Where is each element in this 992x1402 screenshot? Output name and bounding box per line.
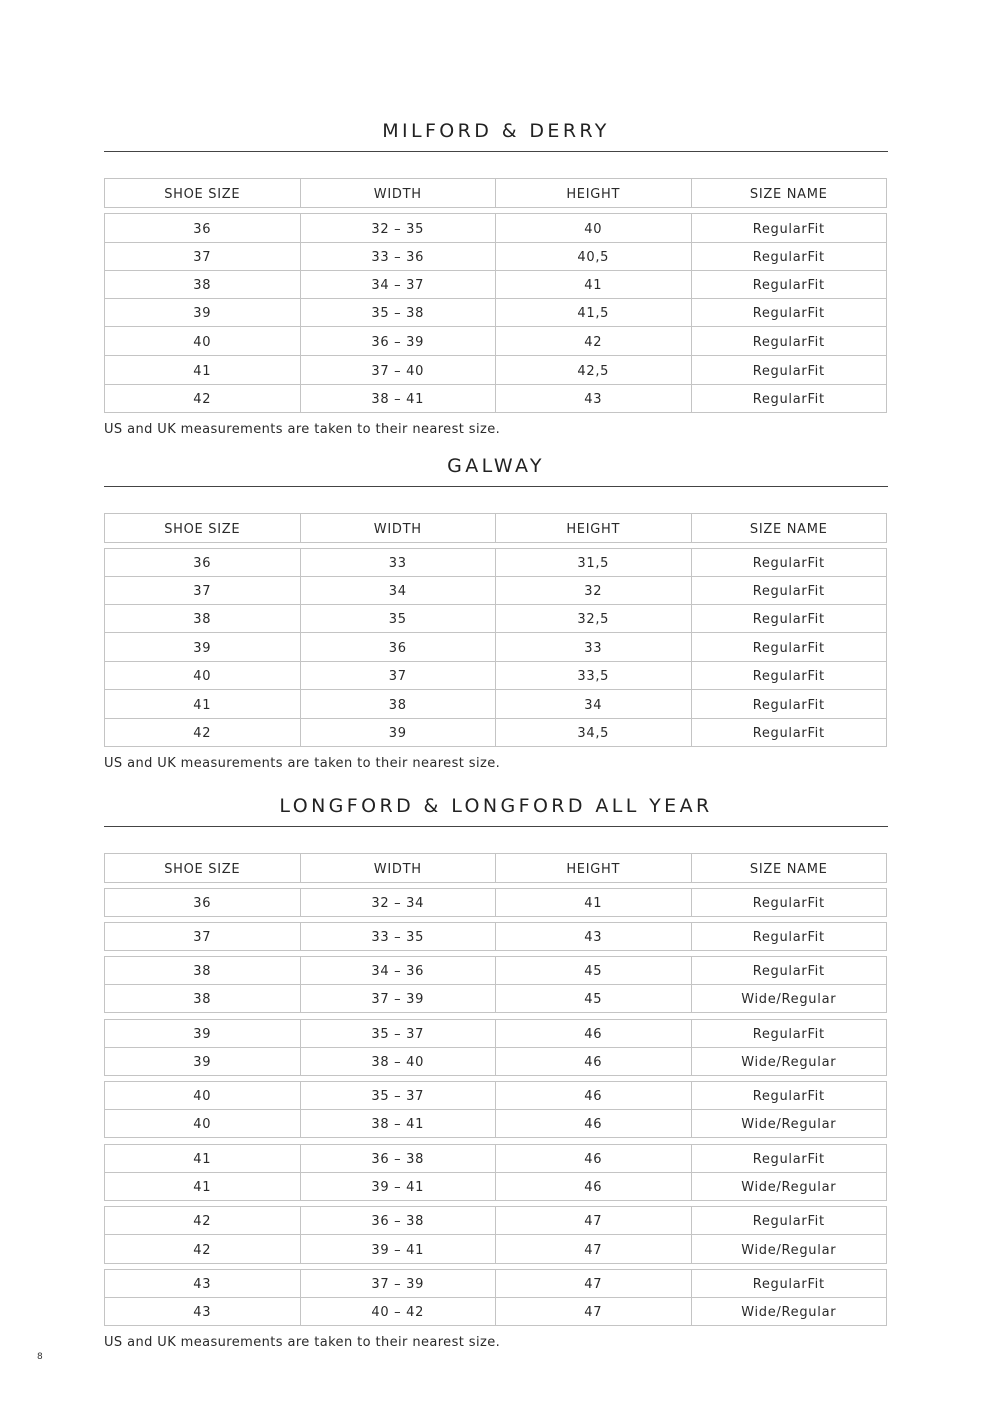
table-row [104,213,887,243]
title-rule [104,151,888,152]
cell-width: 33 [301,549,497,576]
cell-height: 40 [496,214,692,242]
cell-width: 37 – 39 [301,985,497,1012]
cell-size-name: RegularFit [752,334,825,350]
cell-width: 36 – 38 [301,1145,497,1172]
cell-size-name: RegularFit [752,612,825,627]
cell-width: 36 – 38 [301,1207,497,1234]
cell-height: 33 [496,633,692,661]
cell-height: 43 [496,385,692,412]
cell-height: 47 [496,1235,692,1263]
cell-height: 42 [496,327,692,355]
cell-shoe-size: 38 [105,271,301,298]
header-shoe-size: SHOE SIZE [105,179,301,207]
table-row [104,956,887,985]
table-row [104,1019,887,1048]
cell-shoe-size: 43 [105,1298,301,1325]
cell-shoe-size: 38 [105,957,301,984]
table-row [104,1173,887,1201]
cell-shoe-size: 40 [105,1110,301,1137]
table-row [104,1298,887,1326]
cell-height: 46 [496,1145,692,1172]
cell-width: 36 [301,633,497,661]
cell-size-name: RegularFit [752,930,825,945]
cell-size-name: RegularFit [752,669,825,684]
cell-size-name: Wide/Regular [741,1305,837,1320]
cell-height: 41 [496,271,692,298]
cell-height: 46 [496,1173,692,1200]
cell-height: 46 [496,1020,692,1047]
cell-shoe-size: 40 [105,662,301,689]
table-row [104,385,887,413]
cell-size-name: RegularFit [752,584,825,599]
cell-size-name: RegularFit [752,964,825,979]
cell-shoe-size: 38 [105,605,301,632]
cell-height: 46 [496,1082,692,1109]
section-title-milford-derry: MILFORD & DERRY [382,120,610,142]
header-shoe-size: SHOE SIZE [105,514,301,542]
cell-width: 34 – 37 [301,271,497,298]
cell-width: 37 [301,662,497,689]
table-header [104,513,887,543]
cell-height: 46 [496,1048,692,1075]
cell-width: 33 – 35 [301,923,497,950]
table-row [104,1048,887,1076]
title-rule [104,486,888,487]
table-row [104,1235,887,1264]
table-row [104,327,887,356]
measurement-note: US and UK measurements are taken to their nearest size. [104,756,501,771]
table-row [104,1269,887,1298]
table-row [104,922,887,951]
cell-shoe-size: 36 [105,549,301,576]
table-row [104,719,887,747]
header-height: HEIGHT [496,514,692,542]
cell-shoe-size: 41 [105,356,301,384]
page-number: 8 [37,1352,43,1362]
section-title-longford: LONGFORD & LONGFORD ALL YEAR [279,795,713,817]
cell-height: 32 [496,577,692,604]
cell-height: 43 [496,923,692,950]
table-row [104,548,887,577]
cell-size-name: RegularFit [752,726,825,741]
table-row [104,662,887,690]
cell-shoe-size: 40 [105,1082,301,1109]
cell-width: 34 – 36 [301,957,497,984]
cell-shoe-size: 41 [105,1173,301,1200]
cell-width: 39 – 41 [301,1173,497,1200]
cell-width: 35 – 38 [301,299,497,326]
cell-width: 40 – 42 [301,1298,497,1325]
table-row [104,1110,887,1138]
cell-height: 42,5 [496,356,692,384]
cell-size-name: Wide/Regular [741,1180,837,1195]
table-header [104,853,887,883]
cell-height: 46 [496,1110,692,1137]
cell-size-name: RegularFit [752,697,825,713]
header-height: HEIGHT [496,854,692,882]
header-size-name: SIZE NAME [749,186,828,202]
cell-width: 34 [301,577,497,604]
cell-height: 41 [496,889,692,916]
cell-width: 37 – 40 [301,356,497,384]
cell-size-name: Wide/Regular [741,1117,837,1132]
cell-shoe-size: 37 [105,243,301,270]
table-row [104,605,887,633]
table-row [104,1144,887,1173]
header-width: WIDTH [301,854,497,882]
cell-shoe-size: 42 [105,385,301,412]
header-size-name: SIZE NAME [749,861,828,877]
cell-shoe-size: 37 [105,577,301,604]
cell-shoe-size: 41 [105,690,301,718]
table-row [104,888,887,917]
cell-size-name: RegularFit [752,1152,825,1167]
cell-shoe-size: 40 [105,327,301,355]
cell-shoe-size: 39 [105,1048,301,1075]
cell-width: 39 [301,719,497,746]
cell-size-name: Wide/Regular [741,1055,837,1070]
cell-height: 34,5 [496,719,692,746]
title-rule [104,826,888,827]
cell-height: 32,5 [496,605,692,632]
cell-size-name: RegularFit [752,556,825,571]
cell-height: 40,5 [496,243,692,270]
cell-shoe-size: 39 [105,633,301,661]
cell-shoe-size: 37 [105,923,301,950]
cell-shoe-size: 42 [105,1235,301,1263]
cell-size-name: RegularFit [752,1027,825,1042]
cell-shoe-size: 42 [105,1207,301,1234]
cell-width: 36 – 39 [301,327,497,355]
section-title-galway: GALWAY [447,455,545,477]
cell-shoe-size: 39 [105,299,301,326]
measurement-note: US and UK measurements are taken to their nearest size. [104,1335,501,1350]
header-size-name: SIZE NAME [749,521,828,537]
cell-size-name: RegularFit [752,1089,825,1104]
cell-height: 41,5 [496,299,692,326]
cell-size-name: RegularFit [752,250,825,265]
cell-width: 32 – 34 [301,889,497,916]
cell-height: 34 [496,690,692,718]
cell-size-name: RegularFit [752,1277,825,1292]
measurement-note: US and UK measurements are taken to their nearest size. [104,422,501,437]
cell-size-name: RegularFit [752,278,825,293]
cell-height: 47 [496,1270,692,1297]
table-row [104,299,887,327]
cell-size-name: RegularFit [752,896,825,911]
cell-height: 47 [496,1298,692,1325]
cell-width: 32 – 35 [301,214,497,242]
table-row [104,271,887,299]
table-row [104,1206,887,1235]
table-row [104,633,887,662]
table-header [104,178,887,208]
cell-height: 31,5 [496,549,692,576]
cell-height: 47 [496,1207,692,1234]
cell-width: 38 – 41 [301,1110,497,1137]
cell-width: 39 – 41 [301,1235,497,1263]
cell-shoe-size: 42 [105,719,301,746]
cell-shoe-size: 38 [105,985,301,1012]
table-row [104,985,887,1013]
cell-shoe-size: 39 [105,1020,301,1047]
header-shoe-size: SHOE SIZE [105,854,301,882]
cell-size-name: RegularFit [752,306,825,321]
cell-height: 45 [496,985,692,1012]
cell-height: 45 [496,957,692,984]
cell-size-name: Wide/Regular [741,1242,837,1258]
table-row [104,1081,887,1110]
cell-size-name: Wide/Regular [741,992,837,1007]
cell-size-name: RegularFit [752,640,825,656]
cell-width: 38 [301,690,497,718]
table-row [104,577,887,605]
cell-width: 35 [301,605,497,632]
cell-shoe-size: 36 [105,214,301,242]
cell-width: 35 – 37 [301,1082,497,1109]
header-height: HEIGHT [496,179,692,207]
cell-width: 38 – 40 [301,1048,497,1075]
cell-shoe-size: 43 [105,1270,301,1297]
header-width: WIDTH [301,514,497,542]
cell-width: 37 – 39 [301,1270,497,1297]
table-row [104,690,887,719]
cell-width: 35 – 37 [301,1020,497,1047]
table-row [104,356,887,385]
cell-shoe-size: 41 [105,1145,301,1172]
cell-width: 38 – 41 [301,385,497,412]
cell-size-name: RegularFit [752,363,825,379]
cell-size-name: RegularFit [752,221,825,237]
table-row [104,243,887,271]
cell-shoe-size: 36 [105,889,301,916]
cell-size-name: RegularFit [752,1214,825,1229]
cell-width: 33 – 36 [301,243,497,270]
header-width: WIDTH [301,179,497,207]
cell-height: 33,5 [496,662,692,689]
cell-size-name: RegularFit [752,392,825,407]
